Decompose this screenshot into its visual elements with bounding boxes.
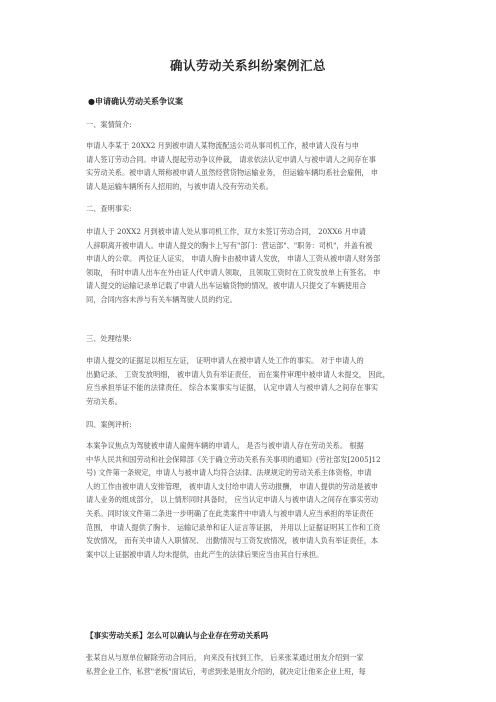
section-heading-4: 四、案例评析: [86, 420, 132, 429]
text-line: 请人是运输车辆所有人招用的，与被申请人没有劳动关系。 [86, 181, 273, 191]
text-line: 实劳动关系。被申请人辩称被申请人虽然经营货物运输业务， 但运输车辆均系社会雇佣， 申 [86, 168, 379, 178]
text-line: 张某自从与原单位解除劳动合同后， 向来没有找到工作， 后来张某通过朋友介绍到一家 [86, 653, 364, 662]
text-line: 请人提交的运输记录单记载了申请人出车运输货物的情况，被申请人只提交了车辆使用合 [86, 281, 367, 291]
paragraph-analysis [86, 439, 426, 561]
text-line: 人辞职离开被申请人。申请人提交的胸卡上写有"部门：营运部"、"职务：司机"，并盖有被 [86, 240, 373, 250]
text-line: 同，合同内容未涉与有关车辆驾驶人员的约定。 [86, 294, 237, 304]
text-line: 本案争议焦点为驾驶被申请人雇佣车辆的申请人， 是否与被申请人存在劳动关系。 根据 [86, 441, 364, 450]
text-line: 请人业务的组成部分， 以上情形同时具备时， 应当认定申请人与被申请人之间存在事实劳动 [86, 495, 379, 505]
text-line: 劳动关系。 [86, 396, 122, 406]
text-line: 应当承担举证不能的法律责任。 综合本案事实与证据， 认定申请人与被申请人之间存在事实 [86, 383, 379, 393]
paragraph-article [86, 651, 426, 678]
text-line: 领取， 有时申请人出车在外由证人代申请人领取， 且领取工资时在工资发放单上有签名。 申 [86, 267, 381, 277]
text-line: 人的工作由被申请人安排管理， 被申请人支付给申请人劳动报酬， 申请人提供的劳动是被申 [86, 481, 379, 491]
section-heading-2: 二、查明事实: [86, 204, 132, 213]
article-heading: 【事实劳动关系】怎么可以确认与企业存在劳动关系吗 [86, 631, 269, 640]
paragraph-case-summary [86, 139, 426, 193]
paragraph-facts [86, 225, 426, 307]
text-line: 请人签订劳动合同。申请人提起劳动争议仲裁， 请求依法认定申请人与被申请人之间存在事 [86, 154, 376, 164]
text-line: 申请人李某于 20XX2 月到被申请人某物流配送公司从事司机工作，被申请人没有与申 [86, 141, 359, 150]
text-line: 私营企业工作，私营"老板"面试后，考虑到张是朋友介绍的，就决定让他来企业上班，每 [86, 666, 366, 676]
text-line: 发放情况， 而有关申请人入职情况、 出勤情况与工资发放情况，被申请人负有举证责任，本 [86, 536, 379, 546]
page-title: 确认劳动关系纠纷案例汇总 [169, 58, 326, 73]
text-line: 号) 文件第一条规定，申请人与被申请人均符合法律、法规规定的劳动关系主体资格，申请 [86, 468, 372, 478]
text-line: 申请人的公章。 两位证人证实， 申请人胸卡由被申请人发放， 申请人工资从被申请人财务部 [86, 254, 381, 264]
text-line: 关系。同时该文件第二条进一步明确了在此类案件中申请人与被申请人应当承担的举证责任 [86, 508, 374, 518]
text-line: 申请人于 20XX2 月到被申请人处从事司机工作，双方未签订劳动合同， 20XX6 月申请 [86, 227, 366, 236]
text-line: 中华人民共和国劳动和社会保障部《关于确立劳动关系有关事项的通知》(劳社部发[2005]12 [86, 454, 381, 464]
text-line: 申请人提交的证据足以相互左证， 证明申请人在被申请人处工作的事实。 对于申请人的 [86, 356, 364, 365]
section-heading-1: 一、案情简介: [86, 120, 132, 129]
case-subtitle: ●申请确认劳动关系争议案 [88, 97, 183, 106]
text-line: 出勤记录、 工资发放明细， 被申请人负有举证责任， 而在案件审理中被申请人未提交， 因此， [86, 369, 390, 379]
text-line: 案中以上证据被申请人均未提供，由此产生的法律后果应当由其自行承担。 [86, 549, 324, 559]
section-heading-3: 三、处理结果: [86, 334, 132, 343]
paragraph-result [86, 354, 426, 408]
text-line: 范围， 申请人提供了胸卡、 运输记录单和证人证言等证据， 并用以上证据证明其工作和工资 [86, 522, 381, 532]
